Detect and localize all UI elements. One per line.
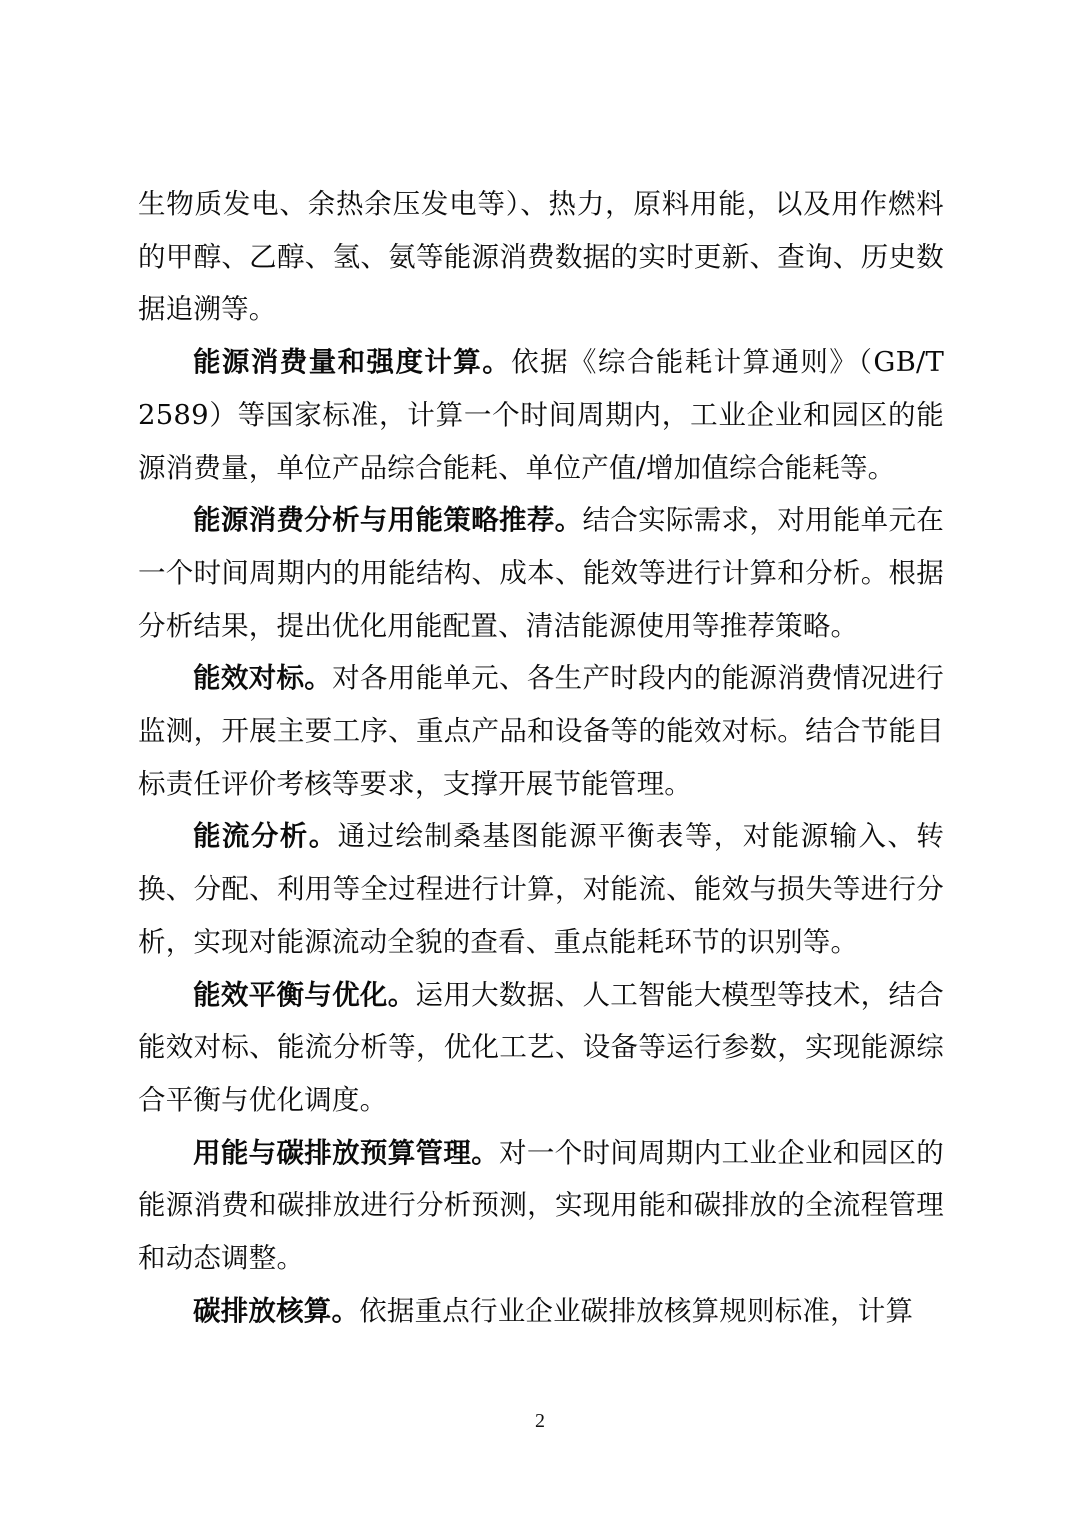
paragraph-text: 依据重点行业企业碳排放核算规则标准，计算 (359, 1294, 914, 1327)
paragraph-text: 运用大数据、人工智能大模型等技术，结合能效对标、能流分析等，优化工艺、设备等运行参数，实现能源综合平衡与优化调度。 (138, 978, 944, 1116)
paragraph (138, 494, 944, 652)
paragraph-text: 生物质发电、余热余压发电等）、热力，原料用能，以及用作燃料的甲醇、乙醇、氢、氨等能源消费数据的实时更新、查询、历史数据追溯等。 (138, 188, 944, 326)
paragraph-lead: 用能与碳排放预算管理。 (193, 1136, 500, 1169)
paragraph-lead: 能源消费量和强度计算。 (193, 346, 512, 379)
document-body (138, 178, 944, 1337)
page-number: 2 (535, 1410, 545, 1432)
paragraph (138, 336, 944, 494)
paragraph-text: 通过绘制桑基图能源平衡表等，对能源输入、转换、分配、利用等全过程进行计算，对能流、能效与损失等进行分析，实现对能源流动全貌的查看、重点能耗环节的识别等。 (138, 820, 945, 958)
paragraph-lead: 能源消费分析与用能策略推荐。 (193, 504, 583, 537)
paragraph (138, 969, 944, 1127)
paragraph-lead: 碳排放核算。 (193, 1294, 360, 1327)
paragraph-lead: 能流分析。 (193, 820, 338, 853)
paragraph (138, 1127, 944, 1285)
paragraph (138, 652, 944, 810)
paragraph-text: 依据《综合能耗计算通则》（GB/T 2589）等国家标准，计算一个时间周期内，工业企业和园区的能源消费量，单位产品综合能耗、单位产值/增加值综合能耗等。 (138, 346, 944, 484)
paragraph-lead: 能效对标。 (193, 662, 333, 695)
paragraph (138, 1285, 944, 1338)
paragraph (138, 178, 944, 336)
paragraph-text: 对一个时间周期内工业企业和园区的能源消费和碳排放进行分析预测，实现用能和碳排放的全流程管理和动态调整。 (138, 1136, 944, 1275)
paragraph-text: 对各用能单元、各生产时段内的能源消费情况进行监测，开展主要工序、重点产品和设备等的能效对标。结合节能目标责任评价考核等要求，支撑开展节能管理。 (138, 662, 945, 800)
paragraph-text: 结合实际需求，对用能单元在一个时间周期内的用能结构、成本、能效等进行计算和分析。根据分析结果，提出优化用能配置、清洁能源使用等推荐策略。 (138, 504, 944, 642)
paragraph (138, 810, 944, 968)
paragraph-lead: 能效平衡与优化。 (193, 978, 416, 1011)
